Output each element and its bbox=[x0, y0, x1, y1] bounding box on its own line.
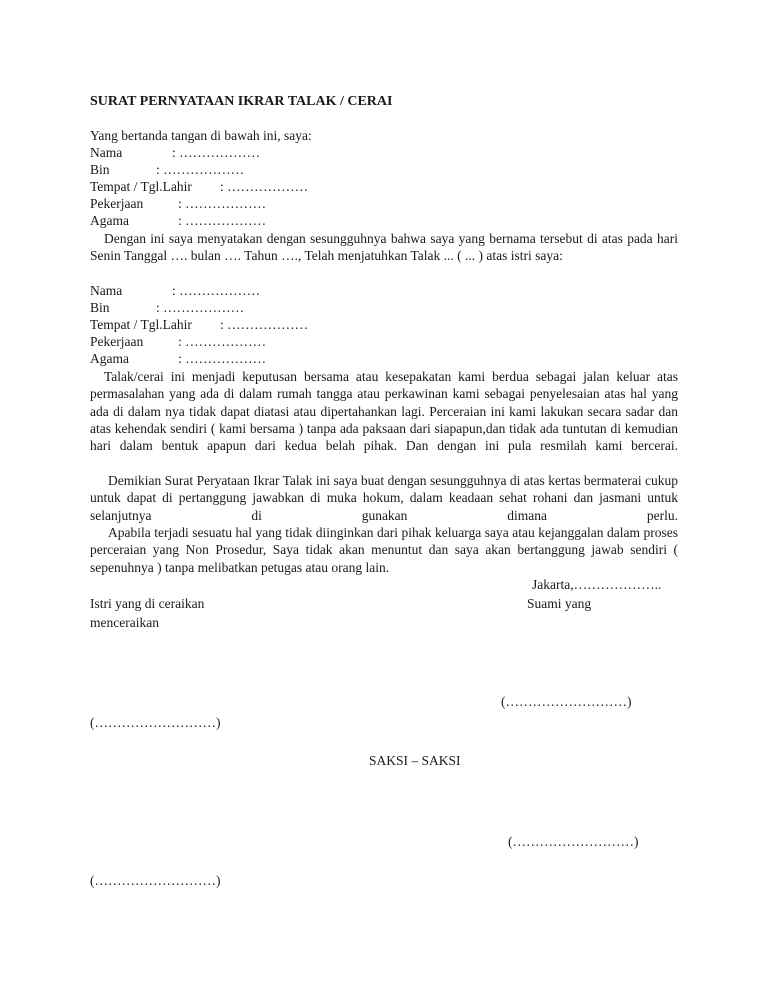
field-nama bbox=[90, 144, 261, 161]
field-label: Bin bbox=[90, 300, 110, 315]
closing-paragraph: Demikian Surat Peryataan Ikrar Talak ini saya buat dengan sesungguhnya di atas kertas bermaterai cukup untuk dapat di pertanggung jawabkan di muka hokum, dalam keadaan sehat rohani dan jasmani untuk selanjutnya di gunakan dimana perlu. bbox=[90, 473, 678, 523]
wife-signature-label: Istri yang di ceraikan bbox=[90, 596, 205, 611]
field-pekerjaan bbox=[90, 333, 267, 350]
field-agama bbox=[90, 350, 267, 367]
field-label: Pekerjaan bbox=[90, 334, 144, 349]
objection-paragraph: Apabila terjadi sesuatu hal yang tidak diinginkan dari pihak keluarga saya atau kejanggalan dalam proses perceraian yang Non Prosedur, Saya tidak akan menuntut dan saya akan bertanggung jawab sendiri ( sepenuhnya ) tanpa melibatkan petugas atau orang lain. bbox=[90, 525, 678, 575]
husband-signature-label: Suami yang bbox=[527, 596, 592, 611]
field-tempat-tgl-lahir bbox=[90, 178, 309, 195]
field-value: : ……………… bbox=[220, 179, 309, 194]
field-label: Tempat / Tgl.Lahir bbox=[90, 179, 192, 194]
husband-signature-label-continued: menceraikan bbox=[90, 615, 159, 630]
field-label: Nama bbox=[90, 283, 123, 298]
field-agama bbox=[90, 212, 267, 229]
field-value: : ……………… bbox=[156, 300, 245, 315]
witness-left-signature-line: (………………………) bbox=[90, 873, 221, 888]
field-label: Agama bbox=[90, 351, 129, 366]
husband-signature-line: (………………………) bbox=[501, 694, 632, 709]
field-value: : ……………… bbox=[172, 283, 261, 298]
field-value: : ……………… bbox=[178, 351, 267, 366]
decision-paragraph: Talak/cerai ini menjadi keputusan bersama atau kesepakatan kami berdua sebagai jalan keluar atas permasalahan yang ada di dalam rumah tangga atau perkawinan kami sebagai penyelesaian atas hal yang ada di dalam nya tidak dapat diatasi atau dipertahankan lagi. Perceraian ini kami lakukan secara sadar dan atas kehendak sendiri ( kami bersama ) tanpa ada paksaan dari siapapun,dan tidak ada tuntutan di kemudian hari dalam bentuk apapun dari kedua belah pihak. Dan dengan ini pula resmilah kami bercerai. bbox=[90, 369, 678, 454]
field-bin bbox=[90, 299, 245, 316]
field-tempat-tgl-lahir bbox=[90, 316, 309, 333]
field-value: : ……………… bbox=[178, 196, 267, 211]
place-date: Jakarta,……………….. bbox=[532, 577, 662, 592]
field-nama bbox=[90, 282, 261, 299]
field-value: : ……………… bbox=[172, 145, 261, 160]
field-label: Pekerjaan bbox=[90, 196, 144, 211]
field-label: Bin bbox=[90, 162, 110, 177]
field-label: Tempat / Tgl.Lahir bbox=[90, 317, 192, 332]
witness-heading: SAKSI – SAKSI bbox=[369, 753, 461, 768]
document-title: SURAT PERNYATAAN IKRAR TALAK / CERAI bbox=[90, 94, 393, 109]
statement-paragraph: Dengan ini saya menyatakan dengan sesungguhnya bahwa saya yang bernama tersebut di atas pada hari Senin Tanggal …. bulan …. Tahun …., Telah menjatuhkan Talak ... ( ... ) atas istri saya: bbox=[90, 231, 678, 264]
field-label: Nama bbox=[90, 145, 123, 160]
intro-line: Yang bertanda tangan di bawah ini, saya: bbox=[90, 128, 312, 143]
field-bin bbox=[90, 161, 245, 178]
field-value: : ……………… bbox=[156, 162, 245, 177]
wife-signature-line: (………………………) bbox=[90, 715, 221, 730]
witness-right-signature-line: (………………………) bbox=[508, 834, 639, 849]
field-value: : ……………… bbox=[220, 317, 309, 332]
field-pekerjaan bbox=[90, 195, 267, 212]
field-value: : ……………… bbox=[178, 213, 267, 228]
field-label: Agama bbox=[90, 213, 129, 228]
field-value: : ……………… bbox=[178, 334, 267, 349]
